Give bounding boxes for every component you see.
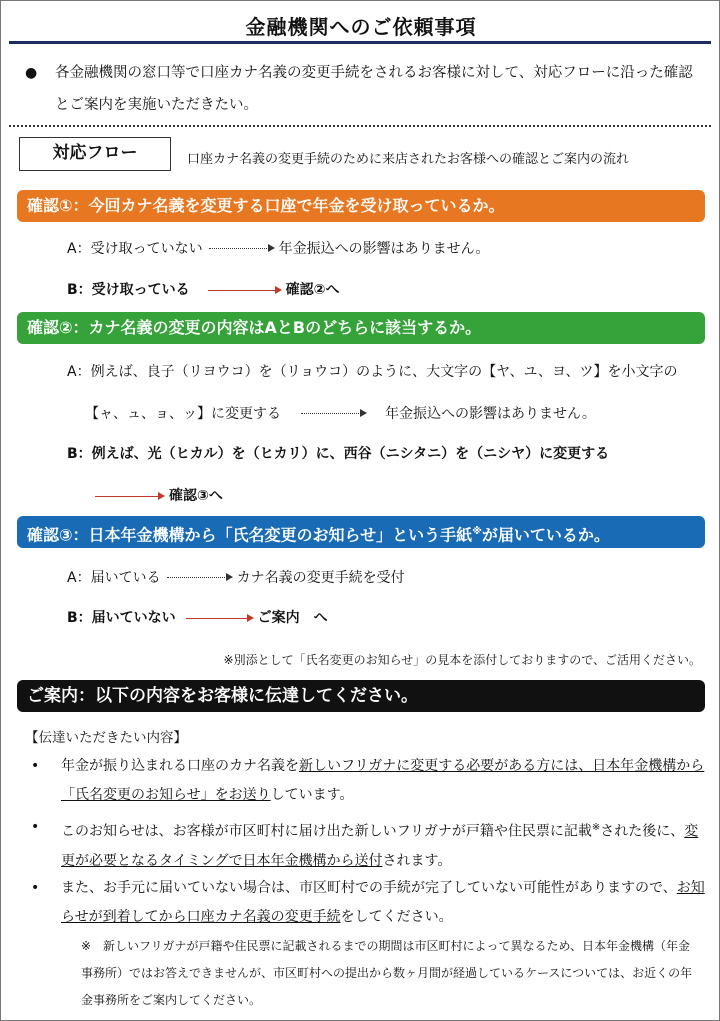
guide-bullet-3	[31, 874, 711, 932]
flow-label: 対応フロー	[19, 137, 171, 171]
guide-footnote: ※ 新しいフリガナが戸籍や住民票に記載されるまでの期間は市区町村によって異なるため、日本年金機構（年金事務所）ではお答えできませんが、市区町村への提出から数ヶ月間が経過しているケースについては、お近くの年金事務所をご案内してください。	[81, 939, 693, 1007]
guide-bullet-2-text	[31, 813, 711, 876]
arrow-icon	[186, 618, 252, 619]
text-span: をしてください。	[340, 909, 453, 925]
attachment-note: ※別添として「氏名変更のお知らせ」の見本を添付しておりますので、ご活用ください。	[223, 653, 701, 667]
check2-heading: 確認②：カナ名義の変更の内容はAとBのどちらに該当するか。	[17, 312, 705, 344]
guide-bullet-1-text	[31, 752, 711, 810]
text-span: された後に、	[600, 823, 685, 840]
check1-b-result: 確認②へ	[285, 282, 340, 298]
text-span: また、お手元に届いていない場合は、市区町村での手続が完了していない可能性がありますので、	[61, 880, 677, 896]
check3-b-result: ご案内 へ	[257, 610, 328, 626]
arrow-icon	[208, 290, 280, 291]
check2-a-text: 【ャ、ュ、ョ、ッ】に変更する	[85, 406, 281, 422]
check3-a-result: カナ名義の変更手続を受付	[236, 570, 405, 586]
check2-option-b-line2	[95, 485, 223, 505]
flow-description: 口座カナ名義の変更手続のために来店されたお客様への確認とご案内の流れ	[187, 152, 630, 167]
guide-bullet-3-text	[31, 874, 711, 932]
underlined-text: 新しいフリガナに変更する必要がある方には、日本年金機構から「氏名変更のお知らせ」をお送り	[61, 758, 705, 803]
intro-paragraph	[25, 57, 705, 121]
dotted-divider	[9, 125, 711, 127]
guide-heading: ご案内：以下の内容をお客様に伝達してください。	[17, 680, 705, 712]
text-span: しています。	[270, 787, 354, 803]
check1-a-label: A：受け取っていない	[67, 241, 203, 257]
arrow-icon	[209, 248, 273, 251]
bullet-icon: ●	[25, 65, 38, 81]
check3-b-label: B：届いていない	[67, 610, 176, 626]
check3-heading-post: が届いているか。	[481, 525, 610, 545]
bullet-icon: •	[31, 758, 40, 774]
check3-heading-pre: 確認③：日本年金機構から「氏名変更のお知らせ」という手紙	[27, 525, 473, 545]
underlined-text: 変更が必要となるタイミングで日本年金機構から送付	[61, 823, 699, 869]
guide-bullet-1	[31, 752, 711, 810]
check3-option-b	[67, 607, 328, 627]
check1-option-a	[67, 238, 489, 258]
check3-heading-mark: ※	[472, 526, 482, 537]
check1-heading: 確認①：今回カナ名義を変更する口座で年金を受け取っているか。	[17, 190, 705, 222]
guide-subheading: 【伝達いただきたい内容】	[25, 730, 187, 746]
underlined-text: お知らせが到着してから口座カナ名義の変更手続	[61, 880, 705, 925]
check3-a-label: A：届いている	[67, 570, 161, 586]
check2-option-a-line1: A：例えば、良子（リヨウコ）を（リョウコ）のように、大文字の【ヤ、ユ、ヨ、ツ】を小文字の	[67, 364, 678, 380]
intro-text: 各金融機関の窓口等で口座カナ名義の変更手続をされるお客様に対して、対応フローに沿った確認とご案内を実施いただきたい。	[55, 65, 693, 113]
check3-option-a	[67, 567, 405, 587]
text-span: このお知らせは、お客様が市区町村に届け出た新しいフリガナが戸籍や住民票に記載	[61, 823, 592, 840]
check1-b-label: B：受け取っている	[67, 282, 190, 298]
bullet-icon: •	[31, 819, 40, 835]
check1-a-result: 年金振込への影響はありません。	[278, 241, 490, 257]
check2-b-result: 確認③へ	[169, 488, 223, 504]
bullet-icon: •	[31, 880, 40, 896]
check2-option-b-line1: B：例えば、光（ヒカル）を（ヒカリ）に、西谷（ニシタニ）を（ニシヤ）に変更する	[67, 446, 610, 462]
text-span: 年金が振り込まれる口座のカナ名義を	[61, 758, 299, 774]
page-title: 金融機関へのご依頼事項	[245, 15, 477, 39]
arrow-icon	[167, 577, 231, 580]
footnote-mark: ※	[591, 822, 601, 833]
arrow-icon	[301, 413, 365, 416]
check1-option-b	[67, 279, 340, 299]
arrow-icon	[95, 496, 163, 497]
guide-bullet-2	[31, 813, 711, 876]
text-span: されます。	[382, 852, 452, 869]
title-rule	[9, 41, 711, 44]
check2-option-a-line2	[85, 403, 596, 423]
check2-a-result: 年金振込への影響はありません。	[385, 406, 596, 422]
check3-heading	[17, 516, 705, 548]
